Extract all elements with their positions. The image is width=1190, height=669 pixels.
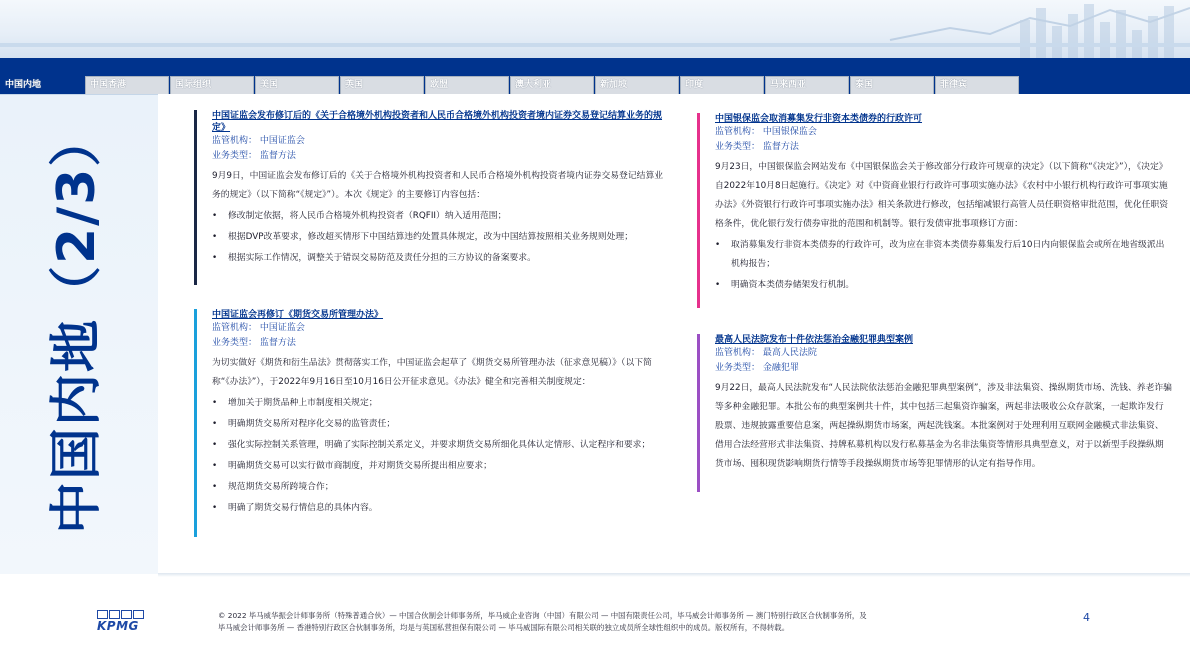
footer <box>0 580 1190 669</box>
card-bullet-list <box>212 394 664 518</box>
card-accent-bar <box>194 309 197 537</box>
card-business-type: 业务类型： 监督方法 <box>715 142 799 152</box>
tab-thailand[interactable]: 泰国 <box>850 76 934 94</box>
card-body: 9月23日，中国银保监会网站发布《中国银保监会关于修改部分行政许可规章的决定》（以下简称“《决定》”），《决定》自2022年10月8日起施行。《决定》对《中资商业银行行政许可事项实施办法》《农村中小银行机构行政许可事项实施办法》《外资银行行政许可事项实施办法》相关条款进行修改，包括缩减银行高管人员任职资格审批范围，优化任职资格条件，优化银行发行债券审批的范围和机制等。银行发债审批事项修订方面： <box>715 162 1169 229</box>
card-regulator: 监管机构： 中国证监会 <box>212 323 305 333</box>
card-business-type: 业务类型： 监督方法 <box>212 151 296 161</box>
list-item: • 明确期货交易可以实行做市商制度，并对期货交易所提出相应要求； <box>212 457 664 476</box>
card-regulator: 监管机构： 最高人民法院 <box>715 348 817 358</box>
tab-india[interactable]: 印度 <box>680 76 764 94</box>
list-item: • 明确资本类债券储架发行机制。 <box>715 276 1172 295</box>
card-business-type: 业务类型： 金融犯罪 <box>715 363 799 373</box>
list-item: • 规范期货交易所跨境合作； <box>212 478 664 497</box>
card-bullet-list <box>212 207 664 268</box>
card-body: 9月22日，最高人民法院发布“人民法院依法惩治金融犯罪典型案例”，涉及非法集资、操纵期货市场、洗钱、养老诈骗等多种金融犯罪。本批公布的典型案例共十件，其中包括三起集资诈骗案，两起非法吸收公众存款案，一起欺诈发行股票、违规披露重要信息案，两起操纵期货市场案，两起洗钱案。本批案例对于处理利用互联网金融模式非法集资、借用合法经营形式非法集资、持牌私募机构以发行私募基金为名非法集资等情形具典型意义，对于以新型手段操纵期货市场、囤积现货影响期货行情等手段操纵期货市场等犯罪情形的认定有指导作用。 <box>715 383 1172 469</box>
tab-international-orgs[interactable]: 国际组织 <box>170 76 254 94</box>
region-tab-bar <box>0 58 1190 94</box>
news-card-cbirc-bonds <box>697 113 1172 295</box>
kpmg-logo <box>97 610 147 632</box>
header-banner <box>0 0 1190 58</box>
card-body: 9月9日，中国证监会发布修订后的《关于合格境外机构投资者和人民币合格境外机构投资者境内证券交易登记结算业务的规定》（以下简称“《规定》”）。本次《规定》的主要修订内容包括： <box>212 171 664 200</box>
main-bottom-shadow <box>158 573 1190 577</box>
copyright-line-1: © 2022 毕马威华振会计师事务所（特殊普通合伙）— 中国合伙制会计师事务所，毕马威企业咨询（中国）有限公司 — 中国有限责任公司，毕马威会计师事务所 — 澳门特别行政区合伙制事务所，及 <box>218 611 867 620</box>
tab-philippines[interactable]: 菲律宾 <box>935 76 1019 94</box>
tab-uk[interactable]: 英国 <box>340 76 424 94</box>
section-title: 中国内地（2/3） <box>47 112 107 534</box>
card-bullet-list <box>715 236 1172 295</box>
tab-australia[interactable]: 澳大利亚 <box>510 76 594 94</box>
copyright-line-2: 毕马威会计师事务所 — 香港特别行政区合伙制事务所，均是与英国私营担保有限公司 — 毕马威国际有限公司相关联的独立成员所全球性组织中的成员。版权所有，不得转载。 <box>218 623 790 632</box>
news-card-spc-financial-crime <box>697 334 1172 474</box>
copyright-notice <box>218 610 998 634</box>
list-item: • 增加关于期货品种上市制度相关规定； <box>212 394 664 413</box>
banner-divider <box>0 43 1190 47</box>
tab-usa[interactable]: 美国 <box>255 76 339 94</box>
region-tabs <box>0 72 1020 94</box>
card-regulator: 监管机构： 中国证监会 <box>212 136 305 146</box>
list-item: • 根据DVP改革要求，修改超买情形下中国结算违约处置具体规定，改为中国结算按照相关业务规则处理； <box>212 228 664 247</box>
list-item: • 修改制定依据，将人民币合格境外机构投资者（RQFII）纳入适用范围； <box>212 207 664 226</box>
tab-hong-kong[interactable]: 中国香港 <box>85 76 169 94</box>
card-accent-bar <box>697 113 700 308</box>
news-card-csrc-qfii <box>194 110 664 268</box>
tab-malaysia[interactable]: 马来西亚 <box>765 76 849 94</box>
list-item: • 强化实际控制关系管理，明确了实际控制关系定义，并要求期货交易所细化具体认定情形、认定程序和要求； <box>212 436 664 455</box>
tab-singapore[interactable]: 新加坡 <box>595 76 679 94</box>
side-title-panel <box>0 94 158 574</box>
card-body: 为切实做好《期货和衍生品法》贯彻落实工作，中国证监会起草了《期货交易所管理办法（征求意见稿）》（以下简称“《办法》”），于2022年9月16日至10月16日公开征求意见。《办法》健全和完善相关制度规定： <box>212 358 652 387</box>
card-business-type: 业务类型： 监督方法 <box>212 338 296 348</box>
page-number: 4 <box>1083 611 1090 624</box>
news-card-futures-exchange <box>194 309 664 518</box>
banner-chart-graphic <box>590 0 1190 58</box>
card-accent-bar <box>194 110 197 285</box>
card-regulator: 监管机构： 中国银保监会 <box>715 127 817 137</box>
kpmg-logo-boxes <box>97 610 147 619</box>
card-title[interactable]: 最高人民法院发布十件依法惩治金融犯罪典型案例 <box>715 335 914 345</box>
card-title[interactable]: 中国银保监会取消募集发行非资本类债券的行政许可 <box>715 114 923 124</box>
card-title[interactable]: 中国证监会再修订《期货交易所管理办法》 <box>212 310 384 320</box>
card-accent-bar <box>697 334 700 492</box>
tab-eu[interactable]: 欧盟 <box>425 76 509 94</box>
tab-mainland-china[interactable]: 中国内地 <box>0 76 84 94</box>
list-item: • 明确了期货交易行情信息的具体内容。 <box>212 499 664 518</box>
kpmg-logo-text: KPMG <box>97 619 139 633</box>
list-item: • 明确期货交易所对程序化交易的监管责任； <box>212 415 664 434</box>
card-title[interactable]: 中国证监会发布修订后的《关于合格境外机构投资者和人民币合格境外机构投资者境内证券交易登记结算业务的规定》 <box>212 111 663 133</box>
list-item: • 取消募集发行非资本类债券的行政许可，改为应在非资本类债券募集发行后10日内向银保监会或所在地省级派出机构报告； <box>715 236 1172 274</box>
list-item: • 根据实际工作情况，调整关于错误交易防范及责任分担的三方协议的备案要求。 <box>212 249 664 268</box>
